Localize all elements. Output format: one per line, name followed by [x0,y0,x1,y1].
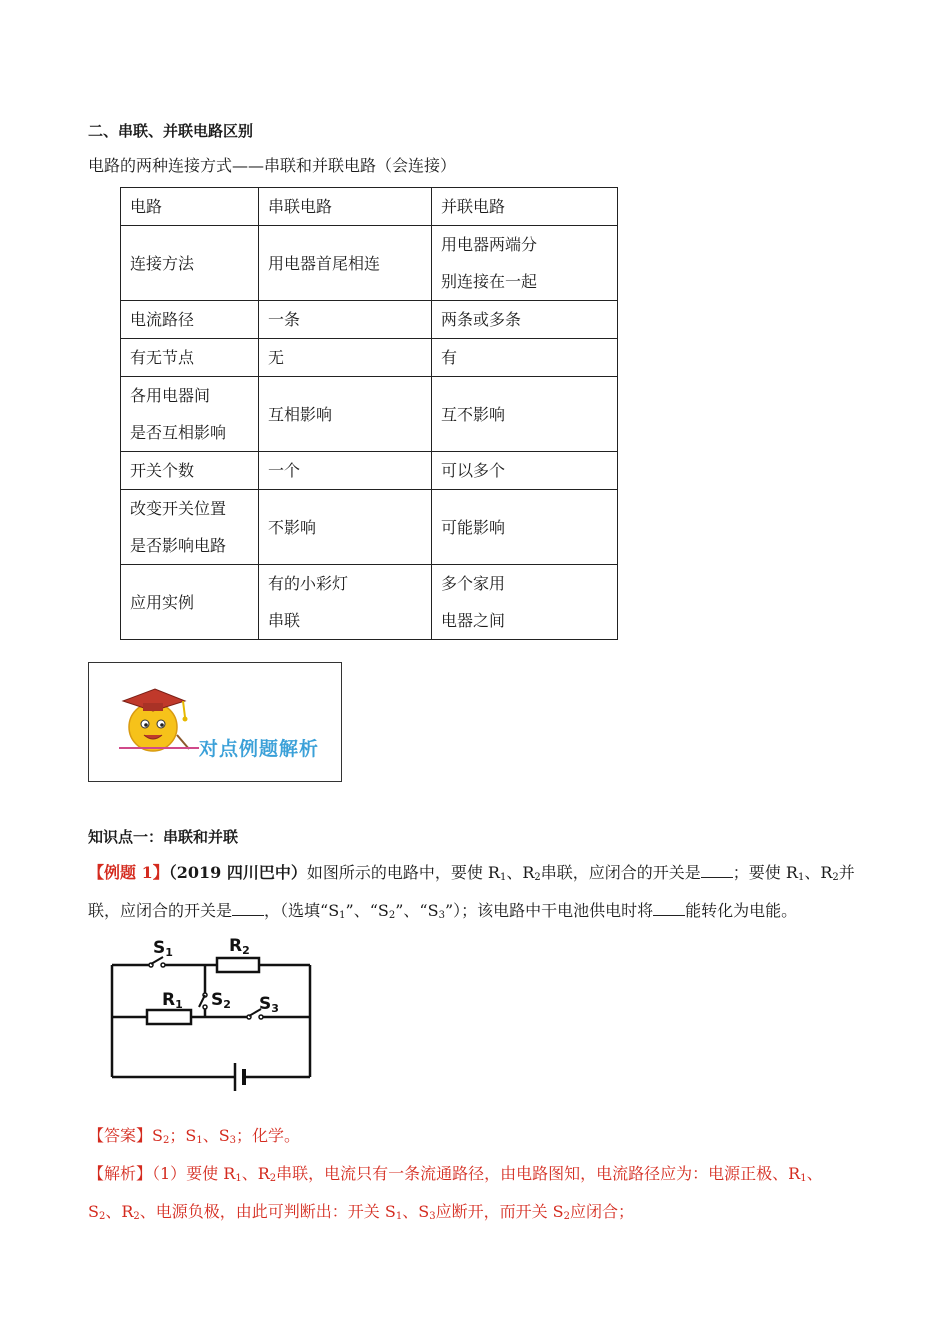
table-row [121,339,618,377]
series-cell: 不影响 [259,490,432,565]
table-row [121,301,618,339]
series-cell: 无 [259,339,432,377]
parallel-cell: 互不影响 [432,377,618,452]
label-s2: S2 [211,990,231,1011]
table-row [121,490,618,565]
parallel-cell: 用电器两端分 别连接在一起 [432,226,618,301]
analysis-line-1: 【解析】（1）要使 $R_1$、$R_2$串联，电流只有一条流通路径，由电路图知，电流路径应为：电源正极、$R_1$、 [88,1164,823,1184]
parallel-cell: 多个家用 电器之间 [432,565,618,640]
example-analysis-banner [88,662,342,782]
series-cell: 一条 [259,301,432,339]
banner-title: 对点例题解析 [199,738,320,760]
row-label: 各用电器间 是否互相影响 [121,377,259,452]
header-cell: 并联电路 [432,188,618,226]
table-row [121,565,618,640]
example-tag: 【例题 1】 [88,863,169,882]
row-label: 电流路径 [121,301,259,339]
parallel-cell: 可以多个 [432,452,618,490]
parallel-cell: 有 [432,339,618,377]
label-s1: S1 [153,938,173,959]
parallel-cell: 两条或多条 [432,301,618,339]
label-r1: R1 [162,990,183,1011]
label-s3: S3 [259,994,279,1015]
row-label: 应用实例 [121,565,259,640]
series-cell: 有的小彩灯 串联 [259,565,432,640]
table-row [121,452,618,490]
table-header-row [121,188,618,226]
label-r2: R2 [229,936,250,957]
header-cell: 串联电路 [259,188,432,226]
table-row [121,377,618,452]
parallel-cell: 可能影响 [432,490,618,565]
comparison-table [120,187,618,640]
section-title: 二、串联、并联电路区别 [88,122,254,140]
series-cell: 互相影响 [259,377,432,452]
series-cell: 用电器首尾相连 [259,226,432,301]
resistor-r2 [217,958,259,972]
banner-underline [119,747,199,749]
series-cell: 一个 [259,452,432,490]
answer-line: 【答案】$S_2$；$S_1$、$S_3$；化学。 [88,1126,301,1146]
example-source: （2019 四川巴中） [168,863,307,882]
intro-text: 电路的两种连接方式——串联和并联电路（会连接） [88,156,457,175]
table-row [121,226,618,301]
circuit-diagram [107,931,315,1097]
analysis-line-2: $S_2$、$R_2$、电源负极，由此可判断出：开关 $S_1$、$S_3$应断开，而开关 $S_2$应闭合； [88,1202,635,1222]
row-label: 改变开关位置 是否影响电路 [121,490,259,565]
answer-blank [701,862,733,878]
answer-blank [653,900,685,916]
row-label: 开关个数 [121,452,259,490]
header-cell: 电路 [121,188,259,226]
resistor-r1 [147,1010,191,1024]
answer-blank [232,900,264,916]
knowledge-title: 知识点一：串联和并联 [88,828,239,846]
row-label: 连接方法 [121,226,259,301]
row-label: 有无节点 [121,339,259,377]
example-line-1: 【例题 1】（2019 四川巴中）如图所示的电路中，要使 $R_1$、$R_2$串联，应闭合的开关是 ；要使 $R_1$、$R_2$并 [88,863,855,883]
example-line-2: 联，应闭合的开关是 ，（选填“$S_1$”、“$S_2$”、“$S_3$”）；该电路中干电池供电时将 能转化为电能。 [88,901,798,921]
